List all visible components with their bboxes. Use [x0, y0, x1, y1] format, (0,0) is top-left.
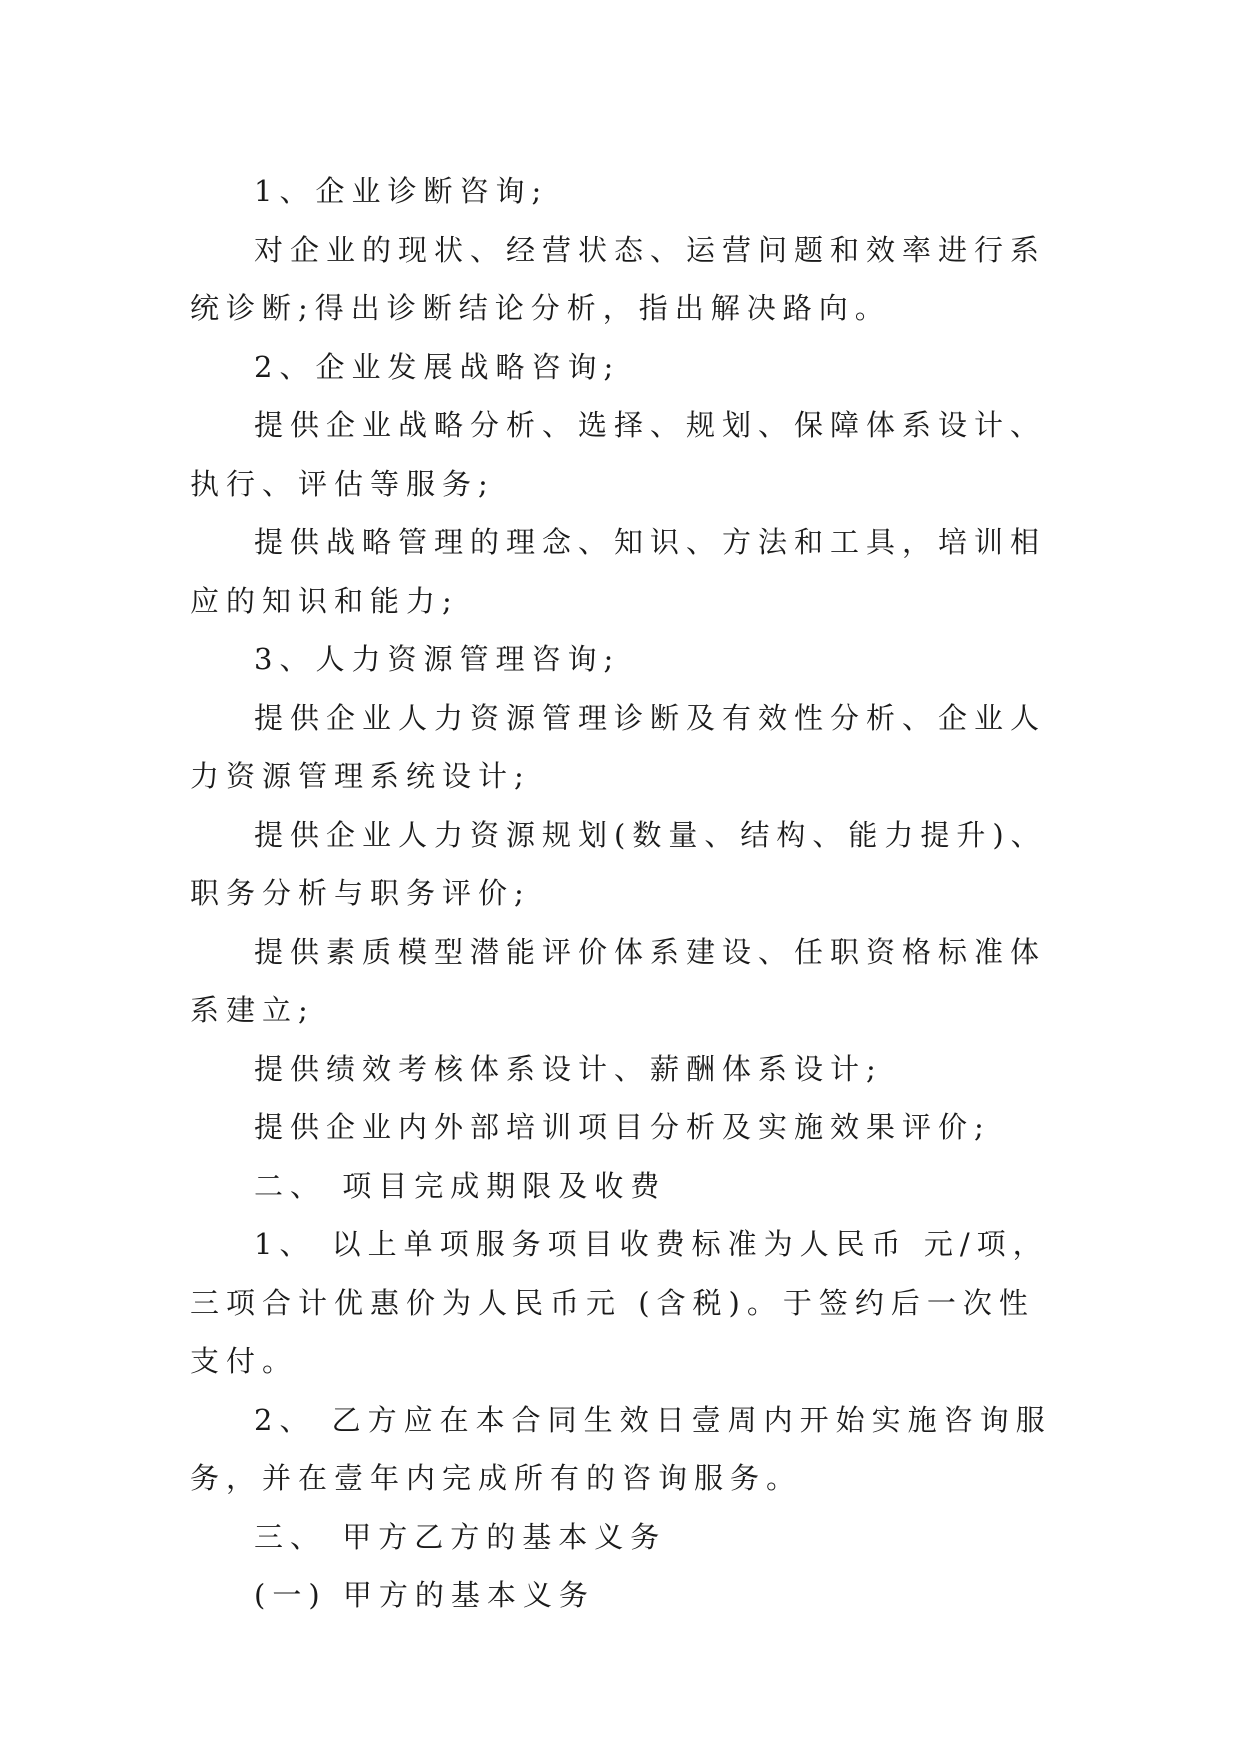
paragraph: 提供战略管理的理念、知识、方法和工具，培训相应的知识和能力;	[190, 525, 1047, 618]
paragraph: 对企业的现状、经营状态、运营问题和效率进行系统诊断;得出诊断结论分析，指出解决路向。	[190, 232, 1047, 325]
paragraph: 提供企业内外部培训项目分析及实施效果评价;	[254, 1110, 991, 1144]
paragraph: 提供绩效考核体系设计、薪酬体系设计;	[254, 1051, 883, 1086]
paragraph: 1、企业诊断咨询;	[254, 174, 549, 208]
paragraph: 1、 以上单项服务项目收费标准为人民币 元/项，三项合计优惠价为人民币元 (含税)。于签约后一次性支付。	[190, 1227, 1049, 1378]
document-body	[190, 162, 1056, 1625]
paragraph: 提供企业人力资源规划(数量、结构、能力提升)、职务分析与职务评价;	[190, 817, 1047, 910]
paragraph: 提供素质模型潜能评价体系建设、任职资格标准体系建立;	[190, 934, 1047, 1027]
section-heading: 二、 项目完成期限及收费	[254, 1168, 667, 1203]
paragraph: 3、人力资源管理咨询;	[254, 642, 621, 676]
paragraph: 提供企业战略分析、选择、规划、保障体系设计、执行、评估等服务;	[190, 408, 1047, 501]
section-heading: 三、 甲方乙方的基本义务	[254, 1519, 667, 1554]
paragraph: 2、企业发展战略咨询;	[254, 349, 621, 384]
paragraph: 提供企业人力资源管理诊断及有效性分析、企业人力资源管理系统设计;	[190, 700, 1047, 793]
paragraph: 2、 乙方应在本合同生效日壹周内开始实施咨询服务，并在壹年内完成所有的咨询服务。	[190, 1402, 1052, 1495]
subsection-heading: (一) 甲方的基本义务	[254, 1578, 595, 1612]
